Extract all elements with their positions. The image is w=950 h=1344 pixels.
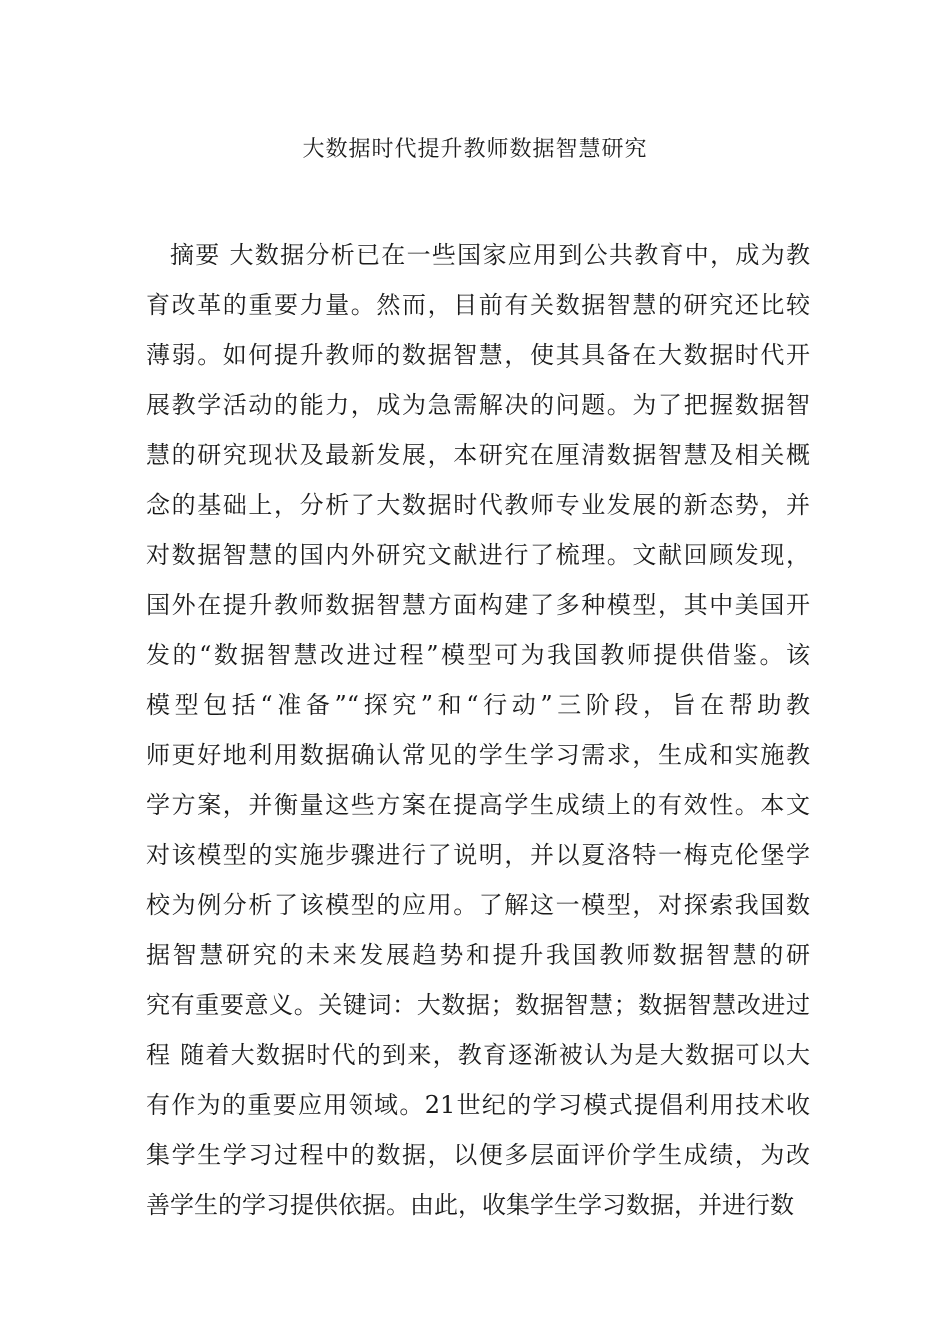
body-line: 发的“数据智慧改进过程”模型可为我国教师提供借鉴。该 xyxy=(146,641,810,669)
body-line: 育改革的重要力量。然而，目前有关数据智慧的研究还比较 xyxy=(146,291,810,319)
document-body xyxy=(146,230,810,1230)
body-line: 摘要 大数据分析已在一些国家应用到公共教育中，成为教 xyxy=(170,241,810,269)
body-line: 模型包括“准备”“探究”和“行动”三阶段，旨在帮助教 xyxy=(146,691,810,719)
body-line: 师更好地利用数据确认常见的学生学习需求，生成和实施教 xyxy=(146,741,810,769)
body-line: 慧的研究现状及最新发展，本研究在厘清数据智慧及相关概 xyxy=(146,441,810,469)
body-line: 对数据智慧的国内外研究文献进行了梳理。文献回顾发现， xyxy=(146,541,810,569)
document-title: 大数据时代提升教师数据智慧研究 xyxy=(302,137,648,162)
body-line: 集学生学习过程中的数据，以便多层面评价学生成绩，为改 xyxy=(146,1141,810,1169)
body-line: 程 随着大数据时代的到来，教育逐渐被认为是大数据可以大 xyxy=(146,1041,810,1069)
body-line: 展教学活动的能力，成为急需解决的问题。为了把握数据智 xyxy=(146,391,810,419)
body-line: 学方案，并衡量这些方案在提高学生成绩上的有效性。本文 xyxy=(146,791,810,819)
body-line: 据智慧研究的未来发展趋势和提升我国教师数据智慧的研 xyxy=(146,941,810,969)
body-line: 校为例分析了该模型的应用。了解这一模型，对探索我国数 xyxy=(146,891,810,919)
body-line: 薄弱。如何提升教师的数据智慧，使其具备在大数据时代开 xyxy=(146,341,810,369)
body-line: 念的基础上，分析了大数据时代教师专业发展的新态势，并 xyxy=(146,491,810,519)
body-line: 国外在提升教师数据智慧方面构建了多种模型，其中美国开 xyxy=(146,591,810,619)
body-line: 对该模型的实施步骤进行了说明，并以夏洛特一梅克伦堡学 xyxy=(146,841,810,869)
body-line: 有作为的重要应用领域。21世纪的学习模式提倡利用技术收 xyxy=(146,1091,810,1119)
body-line: 善学生的学习提供依据。由此，收集学生学习数据，并进行数 xyxy=(146,1191,794,1219)
body-line: 究有重要意义。关键词：大数据；数据智慧；数据智慧改进过 xyxy=(146,991,810,1019)
